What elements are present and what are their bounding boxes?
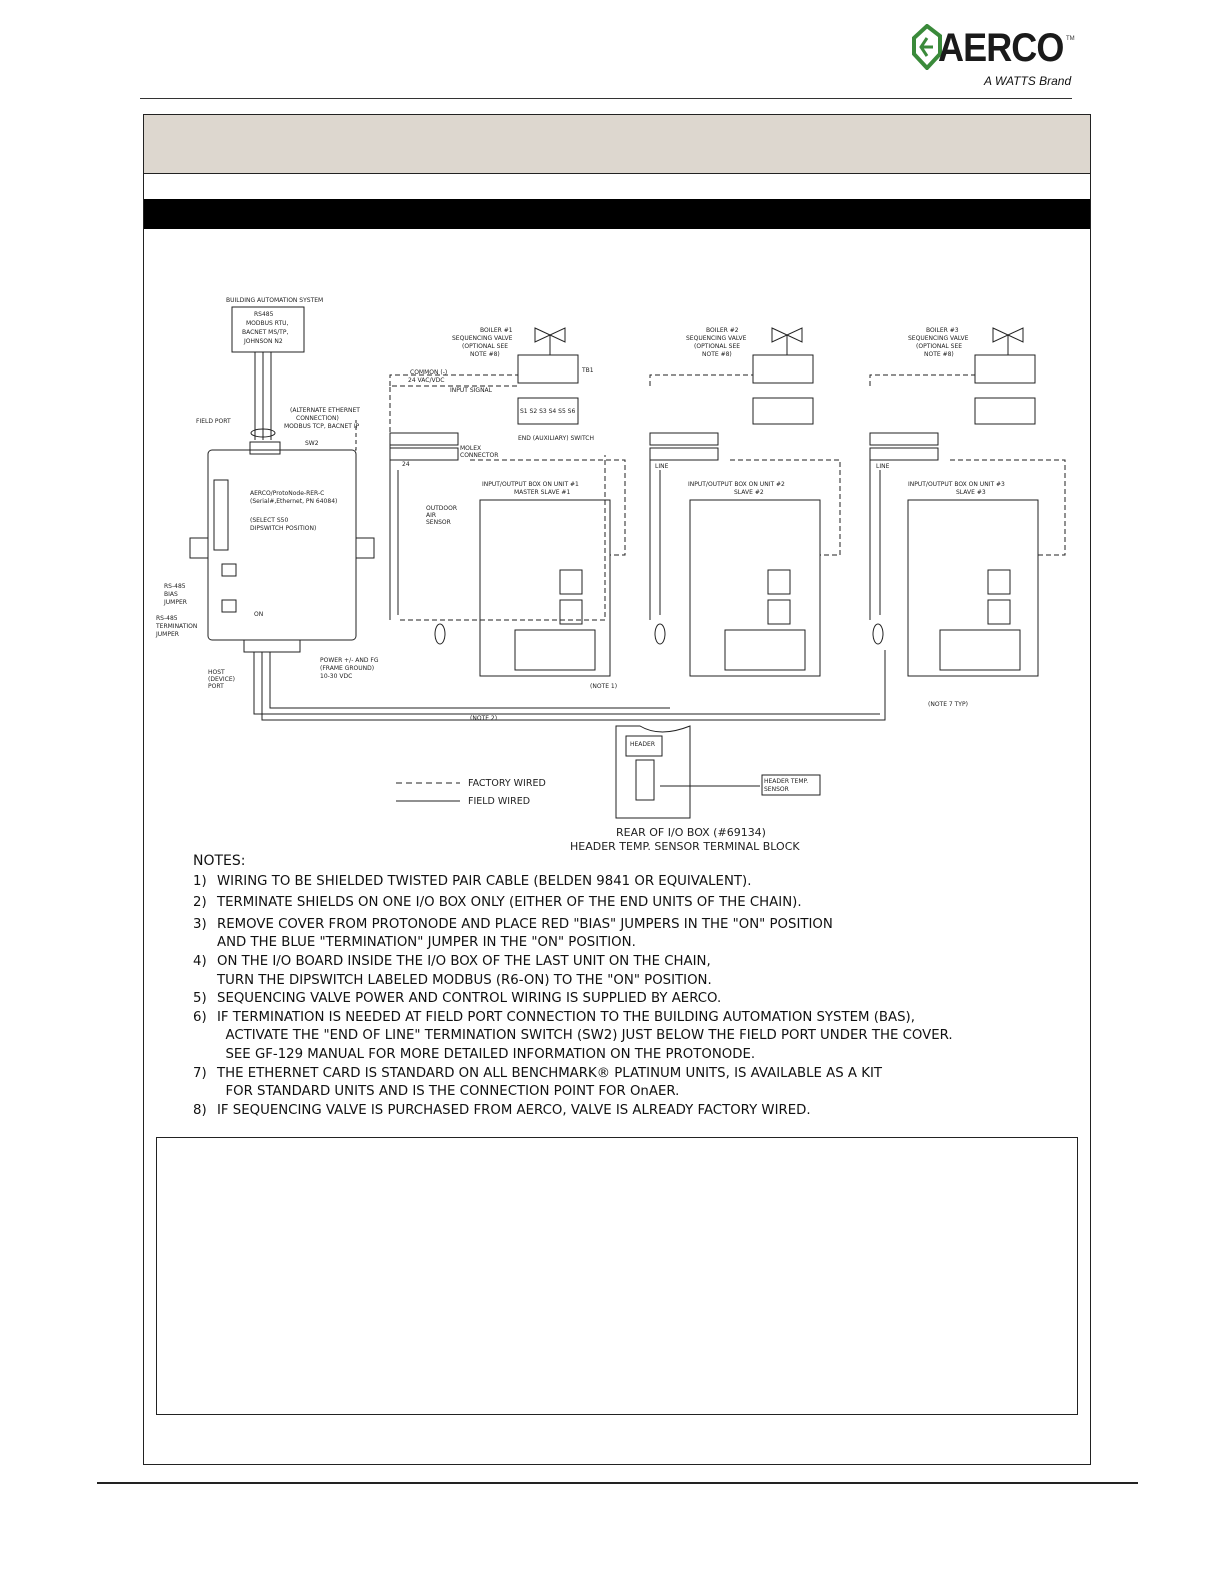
field-port-label: FIELD PORT — [196, 418, 231, 425]
note-text: TERMINATE SHIELDS ON ONE I/O BOX ONLY (EITHER OF THE END UNITS OF THE CHAIN). — [217, 895, 802, 911]
note-number: 6) — [193, 1009, 207, 1025]
io-box-label: MASTER SLAVE #1 — [514, 489, 571, 496]
note-item — [193, 990, 1063, 1009]
sw2-label: SW2 — [305, 440, 319, 447]
note-item — [193, 1065, 1063, 1102]
io-box-label: SLAVE #2 — [734, 489, 764, 496]
note-item — [193, 894, 1063, 913]
molex-label: CONNECTOR — [460, 452, 499, 459]
valve-label: NOTE #8) — [470, 351, 500, 358]
note1-label: (NOTE 1) — [590, 683, 618, 690]
bias-jumper-label: RS-485 — [164, 583, 186, 590]
valve-label: SEQUENCING VALVE — [452, 335, 513, 342]
note-text: IF TERMINATION IS NEEDED AT FIELD PORT CONNECTION TO THE BUILDING AUTOMATION SYSTEM (BAS), ACTIVATE THE "END OF LINE" TERMINATION SWITCH (SW2) JUST BELOW THE FIELD PORT UNDER THE COVER. SEE GF-129 MANUAL FOR MORE DETAILED INFORMATION ON THE PROTONODE. — [217, 1009, 953, 1062]
note2-label: (NOTE 2) — [470, 715, 498, 722]
valve-label: NOTE #8) — [924, 351, 954, 358]
power-label: (FRAME GROUND) — [320, 665, 375, 672]
wiring-diagram — [150, 290, 1080, 855]
note-number: 2) — [193, 895, 207, 911]
io-box-label: INPUT/OUTPUT BOX ON UNIT #1 — [482, 481, 579, 488]
note-item — [193, 873, 1063, 892]
bas-line: JOHNSON N2 — [244, 338, 283, 345]
alt-ethernet-label: CONNECTION) — [296, 415, 339, 422]
outdoor-sensor-label: AIR — [426, 512, 437, 519]
line24-label: LINE — [876, 463, 890, 470]
end-switch-label: END (AUXILIARY) SWITCH — [518, 435, 594, 442]
note-text: REMOVE COVER FROM PROTONODE AND PLACE RED "BIAS" JUMPERS IN THE "ON" POSITION AND THE BLUE "TERMINATION" JUMPER IN THE "ON" POSITION. — [217, 916, 833, 951]
host-port-label: (DEVICE) — [208, 676, 235, 683]
note-text: ON THE I/O BOARD INSIDE THE I/O BOX OF THE LAST UNIT ON THE CHAIN, TURN THE DIPSWITCH LABELED MODBUS (R6-ON) TO THE "ON" POSITION. — [217, 953, 712, 988]
note-number: 7) — [193, 1065, 207, 1081]
brand-trademark: TM — [1066, 36, 1075, 42]
note-text: WIRING TO BE SHIELDED TWISTED PAIR CABLE (BELDEN 9841 OR EQUIVALENT). — [217, 873, 752, 889]
note-item — [193, 1102, 1063, 1121]
valve-label: SEQUENCING VALVE — [908, 335, 969, 342]
note-item — [193, 1009, 1063, 1065]
line24-label: LINE — [655, 463, 669, 470]
inset-label: HEADER — [630, 741, 655, 748]
io-box-label: INPUT/OUTPUT BOX ON UNIT #2 — [688, 481, 785, 488]
note-text: THE ETHERNET CARD IS STANDARD ON ALL BENCHMARK® PLATINUM UNITS, IS AVAILABLE AS A KIT FOR STANDARD UNITS AND IS THE CONNECTION POINT FOR OnAER. — [217, 1065, 882, 1100]
valve-label: (OPTIONAL SEE — [694, 343, 741, 350]
note-number: 8) — [193, 1102, 207, 1118]
tb1-label: TB1 — [582, 367, 594, 374]
termination-jumper-label: JUMPER — [156, 631, 179, 638]
termination-jumper-label: RS-485 — [156, 615, 178, 622]
power-label: POWER +/- AND FG — [320, 657, 379, 664]
select-s50-label: (SELECT S50 — [250, 517, 289, 524]
note-number: 3) — [193, 916, 207, 932]
outdoor-sensor-label: SENSOR — [426, 519, 451, 526]
valve-label: (OPTIONAL SEE — [462, 343, 509, 350]
bas-line: RS485 — [254, 311, 274, 318]
io-box-label: INPUT/OUTPUT BOX ON UNIT #3 — [908, 481, 1005, 488]
alt-ethernet-label: (ALTERNATE ETHERNET — [290, 407, 360, 414]
note-number: 4) — [193, 953, 207, 969]
power-label: 10-30 VDC — [320, 673, 353, 680]
brand-name: AERCO — [938, 26, 1064, 70]
legend-factory-label: FACTORY WIRED — [468, 778, 546, 789]
note-text: SEQUENCING VALVE POWER AND CONTROL WIRING IS SUPPLIED BY AERCO. — [217, 991, 722, 1007]
valve-label: SEQUENCING VALVE — [686, 335, 747, 342]
note7-label: (NOTE 7 TYP) — [928, 701, 968, 708]
termination-jumper-label: TERMINATION — [156, 623, 198, 630]
inset-caption: REAR OF I/O BOX (#69134) — [616, 826, 766, 839]
header-rule — [140, 98, 1072, 99]
host-port-label: HOST — [208, 669, 225, 676]
inset-caption: HEADER TEMP. SENSOR TERMINAL BLOCK — [570, 840, 800, 853]
note-text: IF SEQUENCING VALVE IS PURCHASED FROM AERCO, VALVE IS ALREADY FACTORY WIRED. — [217, 1102, 811, 1118]
legend-field-label: FIELD WIRED — [468, 796, 531, 807]
empty-text-box — [156, 1137, 1078, 1415]
io-box-label: SLAVE #3 — [956, 489, 986, 496]
common-label: COMMON (-) — [410, 369, 448, 376]
bas-line: BACNET MS/TP, — [242, 329, 289, 336]
bas-line: MODBUS RTU, — [246, 320, 289, 327]
note-number: 5) — [193, 991, 207, 1007]
protonode-label: (Serial#,Ethernet, PN 64084) — [250, 498, 338, 505]
host-port-label: PORT — [208, 683, 224, 690]
boiler-label: BOILER #1 — [480, 327, 513, 334]
valve-label: NOTE #8) — [702, 351, 732, 358]
on-label: ON — [254, 611, 264, 618]
brand-tagline: A WATTS Brand — [984, 74, 1072, 88]
note-item — [193, 953, 1063, 990]
outdoor-sensor-label: OUTDOOR — [426, 505, 458, 512]
bas-title: BUILDING AUTOMATION SYSTEM — [226, 297, 324, 304]
header-sensor-callout: HEADER TEMP. — [764, 778, 809, 785]
notes-heading: NOTES: — [193, 853, 246, 869]
boiler-label: BOILER #2 — [706, 327, 739, 334]
bias-jumper-label: JUMPER — [164, 599, 187, 606]
notes-section — [193, 852, 1063, 1120]
input-signal-label: INPUT SIGNAL — [450, 387, 493, 394]
molex-label: MOLEX — [460, 445, 482, 452]
figure-title-bar — [144, 199, 1090, 229]
note-item — [193, 916, 1063, 953]
footer-rule — [97, 1482, 1138, 1484]
boiler-label: BOILER #3 — [926, 327, 959, 334]
valve-label: (OPTIONAL SEE — [916, 343, 963, 350]
vac-label: 24 — [402, 461, 410, 468]
note-number: 1) — [193, 873, 207, 889]
bias-jumper-label: BIAS — [164, 591, 178, 598]
protonode-label: AERCO/ProtoNode-RER-C — [250, 490, 325, 497]
header-sensor-callout: SENSOR — [764, 786, 789, 793]
vac24-label: 24 VAC/VDC — [408, 377, 445, 384]
title-band — [144, 115, 1090, 174]
s-terms-label: S1 S2 S3 S4 S5 S6 — [520, 408, 576, 415]
alt-ethernet-label: MODBUS TCP, BACNET IP — [284, 423, 360, 430]
select-s50-label: DIPSWITCH POSITION) — [250, 525, 317, 532]
